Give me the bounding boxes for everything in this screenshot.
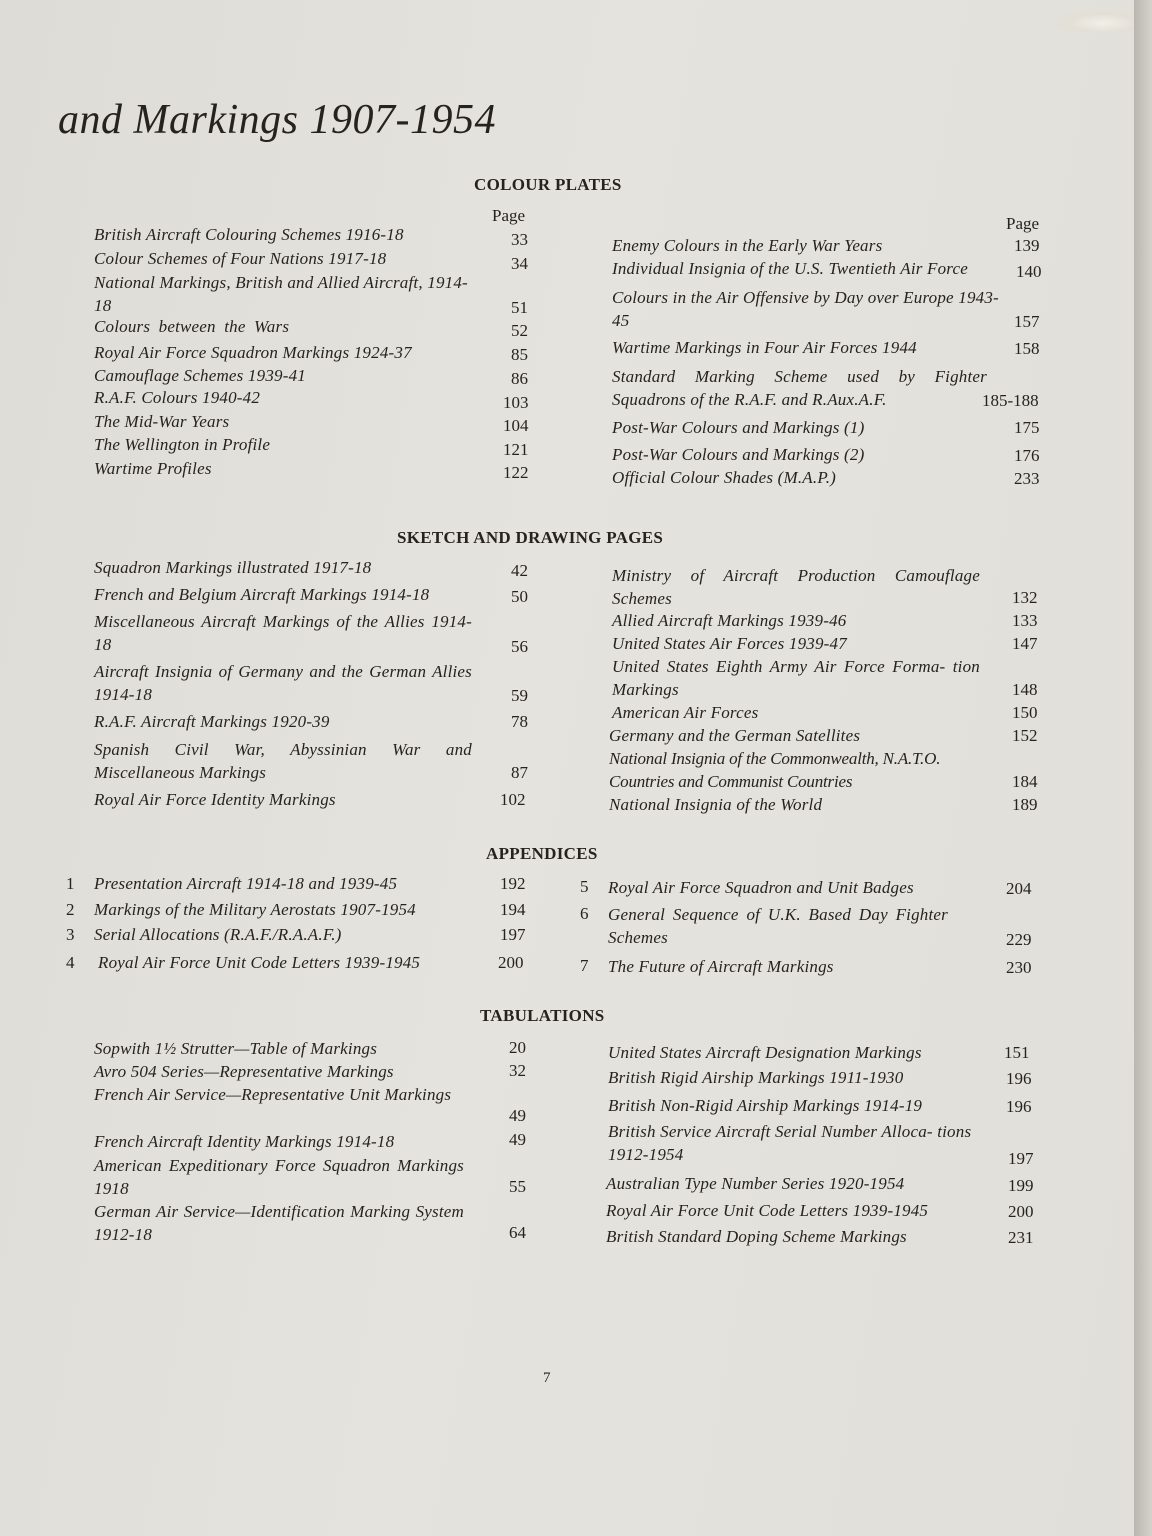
toc-entry-title: Camouflage Schemes 1939-41 [94, 366, 306, 385]
toc-entry-page: 158 [1014, 339, 1040, 358]
toc-entry-page: 229 [1006, 930, 1032, 949]
toc-entry-title: British Aircraft Colouring Schemes 1916-18 [94, 225, 404, 244]
toc-entry-title: United States Aircraft Designation Markings [608, 1043, 922, 1062]
toc-entry-page: 55 [509, 1177, 526, 1196]
toc-entry-title: General Sequence of U.K. Based Day Fighter Schemes [608, 905, 948, 947]
toc-entry-page: 132 [1012, 588, 1038, 607]
toc-entry-page: 152 [1012, 726, 1038, 745]
toc-entry-page: 121 [503, 440, 529, 459]
toc-entry-page: 33 [511, 230, 528, 249]
toc-entry-title: Sopwith 1½ Strutter—Table of Markings [94, 1039, 378, 1058]
toc-entry-title: Germany and the German Satellites [609, 726, 861, 745]
toc-entry-title: British Service Aircraft Serial Number Alloca- tions 1912-1954 [608, 1122, 972, 1164]
toc-entry-page: 20 [509, 1038, 526, 1057]
toc-entry-page: 52 [511, 321, 528, 340]
toc-entry-title: Colours between the Wars [94, 317, 290, 336]
toc-entry-page: 56 [511, 637, 528, 656]
toc-entry-page: 139 [1014, 236, 1040, 255]
toc-entry-title: United States Air Forces 1939-47 [612, 634, 847, 653]
toc-entry-page: 140 [1016, 262, 1042, 281]
next-page-edge [1134, 0, 1152, 1536]
toc-entry-page: 185-188 [982, 391, 1039, 410]
toc-entry-page: 42 [511, 561, 528, 580]
toc-entry-page: 122 [503, 463, 529, 482]
appendix-number: 7 [580, 956, 589, 975]
toc-entry-page: 78 [511, 712, 528, 731]
toc-entry-title: Royal Air Force Squadron and Unit Badges [608, 878, 914, 897]
toc-entry-page: 233 [1014, 469, 1040, 488]
toc-entry-title: R.A.F. Aircraft Markings 1920-39 [94, 712, 330, 731]
toc-entry-page: 184 [1012, 772, 1038, 791]
toc-entry-page: 147 [1012, 634, 1038, 653]
section-heading-tabulations: TABULATIONS [480, 1006, 605, 1025]
toc-entry-title: Official Colour Shades (M.A.P.) [612, 468, 837, 487]
toc-entry-page: 197 [1008, 1149, 1034, 1168]
page-number: 7 [543, 1370, 551, 1386]
toc-entry-page: 103 [503, 393, 529, 412]
toc-entry-page: 86 [511, 369, 528, 388]
toc-entry-page: 64 [509, 1223, 526, 1242]
toc-entry-title: Aircraft Insignia of Germany and the German Allies 1914-18 [94, 662, 472, 704]
appendix-number: 2 [66, 900, 75, 919]
toc-entry-page: 51 [511, 298, 528, 317]
toc-entry-title: Post-War Colours and Markings (1) [612, 418, 865, 437]
toc-entry-title: Australian Type Number Series 1920-1954 [606, 1174, 905, 1193]
toc-entry-page: 150 [1012, 703, 1038, 722]
toc-entry-title: British Standard Doping Scheme Markings [606, 1227, 907, 1246]
toc-entry-page: 176 [1014, 446, 1040, 465]
toc-entry-page: 34 [511, 254, 528, 273]
toc-entry-page: 59 [511, 686, 528, 705]
toc-entry-title: The Wellington in Profile [94, 435, 271, 454]
toc-entry-page: 49 [509, 1106, 526, 1125]
toc-entry-title: Individual Insignia of the U.S. Twentieth Air Force [612, 259, 968, 278]
page-column-heading: Page [492, 206, 526, 225]
toc-entry-page: 104 [503, 416, 529, 435]
toc-entry-page: 230 [1006, 958, 1032, 977]
toc-entry-page: 32 [509, 1061, 526, 1080]
appendix-number: 4 [66, 953, 75, 972]
toc-entry-page: 231 [1008, 1228, 1034, 1247]
section-heading-appendices: APPENDICES [486, 844, 598, 863]
toc-entry-page: 175 [1014, 418, 1040, 437]
toc-entry-page: 204 [1006, 879, 1032, 898]
toc-entry-title: American Air Forces [612, 703, 759, 722]
toc-entry-page: 200 [1008, 1202, 1034, 1221]
toc-entry-title: Presentation Aircraft 1914-18 and 1939-45 [94, 874, 398, 893]
toc-entry-title: Royal Air Force Unit Code Letters 1939-1945 [98, 953, 421, 972]
toc-entry-page: 192 [500, 874, 526, 893]
toc-entry-title: The Mid-War Years [94, 412, 230, 431]
toc-entry-title: Allied Aircraft Markings 1939-46 [612, 611, 847, 630]
toc-entry-title: Enemy Colours in the Early War Years [612, 236, 883, 255]
torn-paper-edge [1055, 10, 1135, 32]
toc-entry-page: 50 [511, 587, 528, 606]
appendix-number: 6 [580, 904, 589, 923]
appendix-number: 3 [66, 925, 75, 944]
toc-entry-title: Colour Schemes of Four Nations 1917-18 [94, 249, 387, 268]
toc-entry-title: Spanish Civil War, Abyssinian War and Miscellaneous Markings [94, 740, 472, 782]
toc-entry-page: 199 [1008, 1176, 1034, 1195]
toc-entry-page: 151 [1004, 1043, 1030, 1062]
toc-entry-title: Standard Marking Scheme used by Fighter Squadrons of the R.A.F. and R.Aux.A.F. [612, 367, 987, 409]
toc-entry-title: Wartime Markings in Four Air Forces 1944 [612, 338, 917, 357]
toc-entry-page: 200 [498, 953, 524, 972]
page-column-heading: Page [1006, 214, 1040, 233]
toc-entry-title: United States Eighth Army Air Force Forma- tion Markings [612, 657, 980, 699]
toc-entry-page: 197 [500, 925, 526, 944]
toc-entry-title: German Air Service—Identification Marking System 1912-18 [94, 1202, 464, 1244]
toc-entry-page: 157 [1014, 312, 1040, 331]
toc-entry-title: British Non-Rigid Airship Markings 1914-19 [608, 1096, 923, 1115]
toc-entry-title: The Future of Aircraft Markings [608, 957, 834, 976]
toc-entry-title: French Air Service—Representative Unit Markings [94, 1085, 452, 1104]
toc-entry-page: 194 [500, 900, 526, 919]
toc-entry-title: National Insignia of the Commonwealth, N.A.T.O. Countries and Communist Countries [609, 749, 941, 791]
toc-entry-page: 49 [509, 1130, 526, 1149]
appendix-number: 5 [580, 877, 589, 896]
toc-entry-title: Wartime Profiles [94, 459, 212, 478]
toc-entry-title: Post-War Colours and Markings (2) [612, 445, 865, 464]
toc-entry-title: French and Belgium Aircraft Markings 1914-18 [94, 585, 430, 604]
toc-entry-page: 102 [500, 790, 526, 809]
toc-entry-title: Royal Air Force Unit Code Letters 1939-1945 [606, 1201, 929, 1220]
toc-entry-title: Ministry of Aircraft Production Camouflage Schemes [612, 566, 980, 608]
toc-entry-page: 148 [1012, 680, 1038, 699]
toc-entry-title: Markings of the Military Aerostats 1907-1954 [94, 900, 416, 919]
toc-entry-title: National Insignia of the World [609, 795, 823, 814]
toc-entry-page: 85 [511, 345, 528, 364]
toc-entry-page: 189 [1012, 795, 1038, 814]
page-title: and Markings 1907-1954 [58, 97, 496, 143]
toc-entry-title: American Expeditionary Force Squadron Markings 1918 [94, 1156, 464, 1198]
toc-entry-title: Avro 504 Series—Representative Markings [94, 1062, 394, 1081]
toc-entry-title: Miscellaneous Aircraft Markings of the Allies 1914-18 [94, 612, 472, 654]
toc-entry-title: Royal Air Force Squadron Markings 1924-37 [94, 343, 412, 362]
section-heading-sketch-pages: SKETCH AND DRAWING PAGES [397, 528, 664, 547]
toc-entry-title: Colours in the Air Offensive by Day over Europe 1943-45 [612, 288, 999, 330]
toc-entry-page: 196 [1006, 1097, 1032, 1116]
toc-entry-title: Squadron Markings illustrated 1917-18 [94, 558, 372, 577]
appendix-number: 1 [66, 874, 75, 893]
toc-entry-title: French Aircraft Identity Markings 1914-18 [94, 1132, 395, 1151]
toc-entry-title: National Markings, British and Allied Aircraft, 1914-18 [94, 273, 468, 315]
toc-entry-page: 87 [511, 763, 528, 782]
toc-entry-title: Royal Air Force Identity Markings [94, 790, 336, 809]
toc-entry-title: R.A.F. Colours 1940-42 [94, 388, 261, 407]
section-heading-colour-plates: COLOUR PLATES [474, 175, 622, 194]
toc-entry-title: British Rigid Airship Markings 1911-1930 [608, 1068, 904, 1087]
toc-entry-title: Serial Allocations (R.A.F./R.A.A.F.) [94, 925, 342, 944]
toc-entry-page: 133 [1012, 611, 1038, 630]
toc-entry-page: 196 [1006, 1069, 1032, 1088]
